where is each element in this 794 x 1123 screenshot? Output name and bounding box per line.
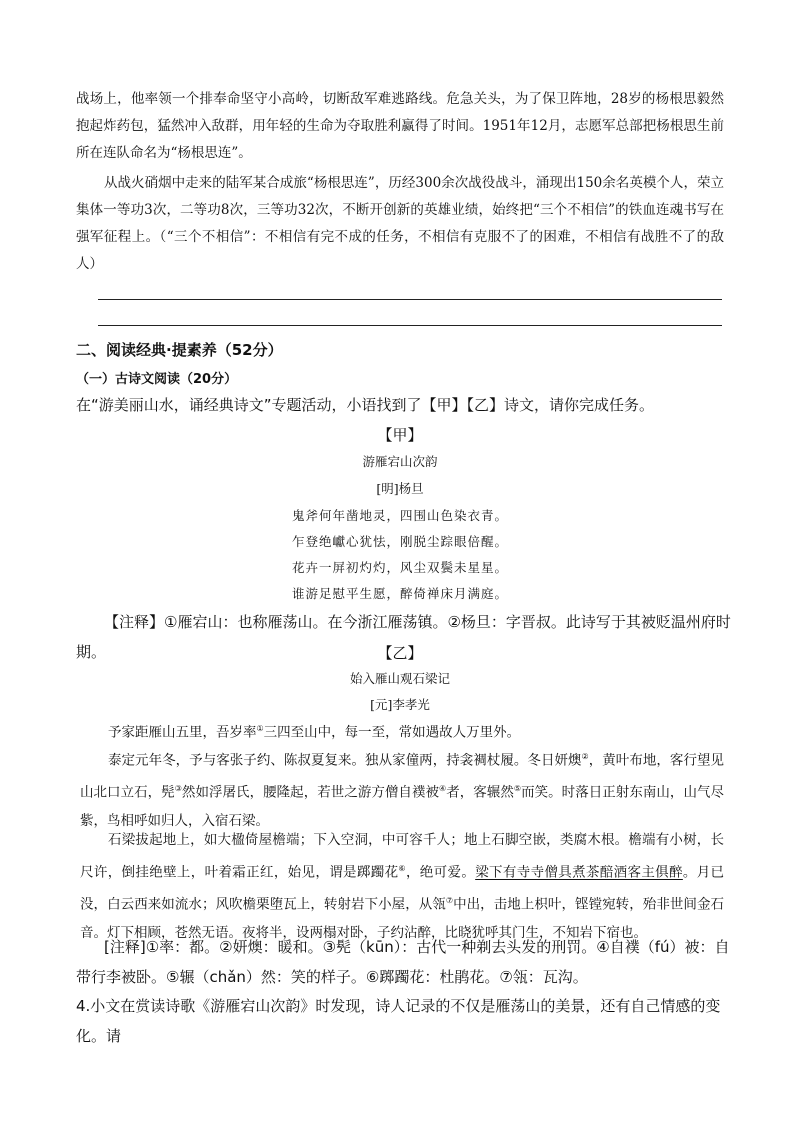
poem-jia-author: [明]杨旦 [376, 481, 424, 496]
note-marker: ④ [439, 784, 447, 793]
task-intro: 在“游美丽山水，诵经典诗文”专题活动，小语找到了【甲】【乙】诗文，请你完成任务。 [76, 396, 655, 414]
note-marker: ⑦ [445, 895, 454, 905]
poem-line: 谁游足慰平生愿，醉倚禅床月满庭。 [291, 586, 508, 601]
note-marker: ② [581, 752, 589, 761]
question-4: 4.小文在赏读诗歌《游雁宕山次韵》时发现，诗人记录的不仅是雁荡山的美景，还有自己情感的变化。请 [76, 997, 721, 1045]
answer-line-1[interactable] [98, 299, 722, 300]
prose-yi-note: [注释]①率：都。②妍燠：暖和。③髡（kūn）：古代一种剃去头发的刑罚。④自襆（fú）被：自带行李被卧。⑤辗（chǎn）然：笑的样子。⑥踯躅花：杜鹃花。⑦瓴：瓦沟。 [76, 938, 730, 986]
prose-yi-label: 【乙】 [377, 644, 423, 662]
poem-jia-label: 【甲】 [377, 426, 423, 444]
poem-line: 鬼斧何年凿地灵，四围山色染衣青。 [291, 508, 508, 523]
poem-jia-title: 游雁宕山次韵 [362, 454, 438, 469]
story-paragraph-2: 从战火硝烟中走来的陆军某合成旅“杨根思连”，历经300余次战役战斗，涌现出150余名英模个人，荣立集体一等功3次，二等功8次，三等功32次，不断开创新的英雄业绩，始终把“三个不相信”的铁血连魂书写在强军征程上。（“三个不相信”：不相信有完不成的任务，不相信有克服不了的困难，不相信有战胜不了的敌人） [76, 175, 724, 272]
poem-jia-note: 【注释】①雁宕山：也称雁荡山。在今浙江雁荡镇。②杨旦：字晋叔。此诗写于其被贬温州府时期。 [76, 613, 731, 661]
note-marker: ⑤ [513, 784, 522, 793]
prose-yi-author: [元]李孝光 [370, 697, 430, 712]
story-paragraph-1: 战场上，他率领一个排奉命坚守小高岭，切断敌军难逃路线。危急关头，为了保卫阵地，28岁的杨根思毅然抱起炸药包，猛然冲入敌群，用年轻的生命为夺取胜利赢得了时间。1951年12月，志愿军总部把杨根思生前所在连队命名为“杨根思连”。 [76, 91, 724, 161]
prose-yi-title: 始入雁山观石梁记 [349, 671, 450, 686]
prose-paragraph-3: 石梁拔起地上，如大楹倚屋檐端；下入空洞，中可容千人；地上石脚空嵌，类腐木根。檐端有小树，长尺许，倒挂绝壁上，叶着霜正红，始见，谓是踯躅花⑥，绝可爱。梁下有寺寺僧具煮茶醅酒客主俱醉。月已没，白云西来如流水；风吹檐栗堕瓦上，转射岩下小屋，从瓴⑦中出，击地上枳叶，铿镗宛转，殆非世间金石音。灯下相顾，苍然无语。夜将半，设两榻对卧，子约沾醉，比晓犹呼其门生，不知岩下宿也。 [80, 832, 725, 941]
poem-line: 花卉一屏初灼灼，风尘双鬓未星星。 [291, 560, 508, 575]
poem-line: 乍登绝巘心犹怯，刚脱尘踪眼倍醒。 [291, 534, 508, 549]
prose-paragraph-2: 泰定元年冬，予与客张子约、陈叔夏复来。独从家僮两，持衾裯杖履。冬日妍燠②，黄叶布地，客行望见山北口立石，髡③然如浮屠氏，腰隆起，若世之游方僧自襆被④者，客辗然⑤而笑。时落日正射东南山，山气尽紫，鸟相呼如归人，入宿石梁。 [80, 752, 725, 829]
answer-line-2[interactable] [98, 325, 722, 326]
note-marker: ⑥ [398, 863, 406, 873]
section-heading: 二、阅读经典·提素养（52分） [76, 341, 283, 359]
note-marker: ① [256, 724, 264, 733]
prose-paragraph-1: 予家距雁山五里，吾岁率①三四至山中，每一至，常如遇故人万里外。 [108, 724, 521, 741]
note-marker: ③ [174, 784, 182, 793]
subsection-heading: （一）古诗文阅读（20分） [76, 372, 238, 387]
underlined-sentence: 梁下有寺寺僧具煮茶醅酒客主俱醉 [475, 864, 683, 880]
